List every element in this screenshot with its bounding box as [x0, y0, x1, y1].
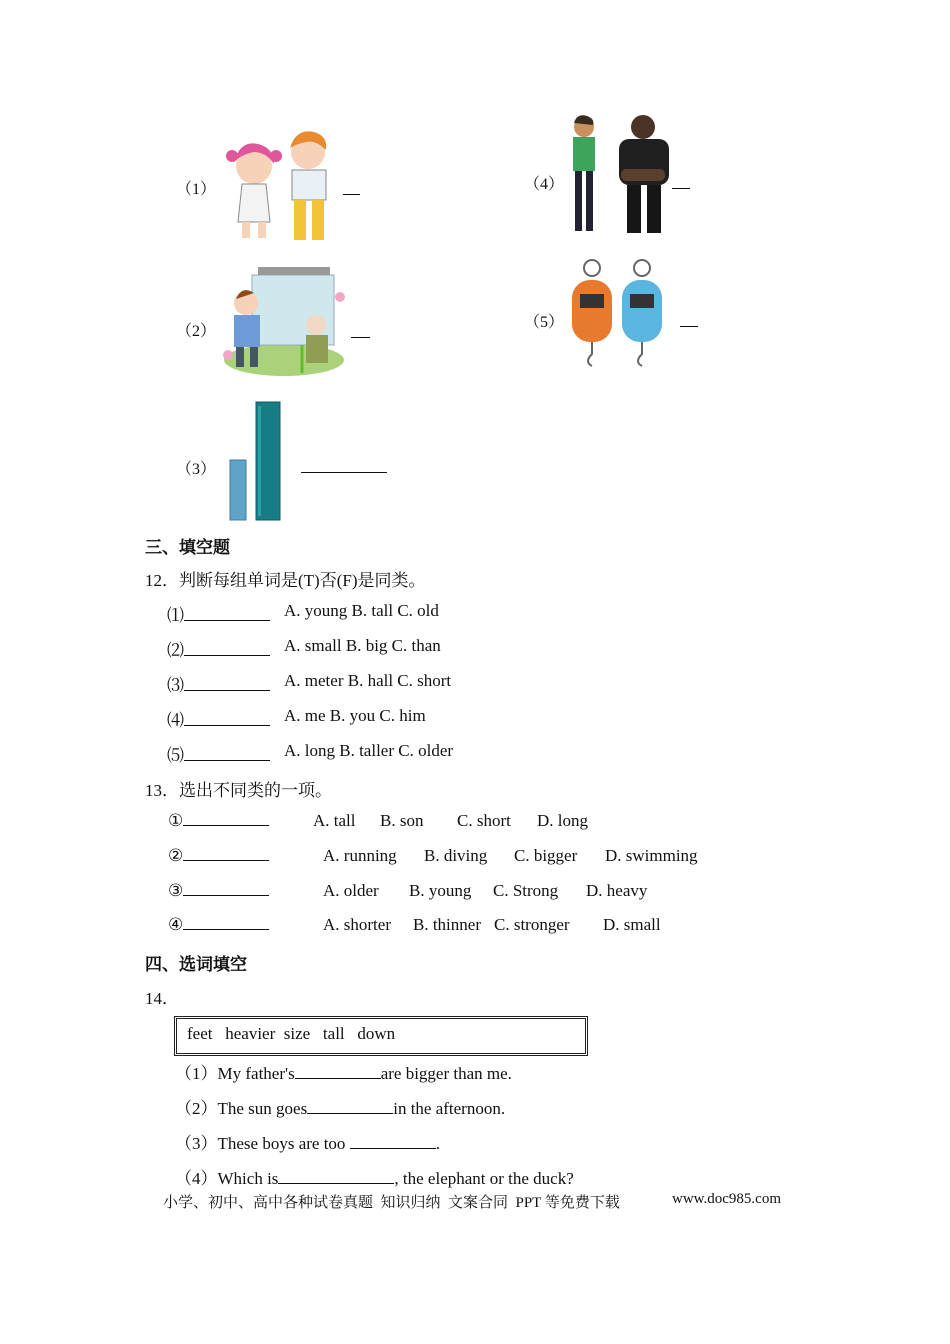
- answer-blank[interactable]: [351, 323, 370, 338]
- option-a: A. older: [323, 881, 379, 900]
- sentence-text: （2）The sun goes: [175, 1099, 308, 1118]
- short-and-tall-rulers-image: [224, 398, 286, 522]
- word-bank: feet heavier size tall down: [187, 1024, 396, 1043]
- question-14-number: 14．: [145, 989, 179, 1008]
- answer-blank[interactable]: [183, 846, 269, 861]
- item-options: A. long B. taller C. older: [284, 741, 454, 760]
- item-number: ⑸: [167, 746, 184, 765]
- sentence-text: , the elephant or the duck?: [394, 1169, 574, 1188]
- sentence-text: （1）My father's: [175, 1064, 295, 1083]
- option-c: C. stronger: [494, 915, 570, 934]
- fill-sentence-2: [175, 1094, 505, 1119]
- option-a: A. shorter: [323, 915, 391, 934]
- answer-blank[interactable]: [680, 312, 698, 327]
- fill-sentence-3: [175, 1129, 440, 1154]
- list-item: [168, 811, 269, 831]
- answer-blank[interactable]: [350, 1134, 436, 1149]
- man-and-elder-image: [218, 265, 350, 380]
- list-item: [167, 671, 270, 696]
- fill-sentence-4: [175, 1164, 574, 1189]
- option-b: B. diving: [424, 846, 488, 865]
- option-d: D. long: [537, 811, 588, 830]
- answer-blank[interactable]: [183, 811, 269, 826]
- item-number: ⑵: [167, 641, 184, 660]
- answer-blank[interactable]: [184, 676, 270, 691]
- answer-blank[interactable]: [301, 458, 387, 473]
- footer-url[interactable]: www.doc985.com: [672, 1191, 782, 1207]
- item-options: A. me B. you C. him: [284, 706, 426, 725]
- sentence-text: .: [435, 1134, 440, 1153]
- option-d: D. small: [603, 915, 661, 934]
- picture-label: （3）: [176, 461, 217, 478]
- list-item: [168, 915, 269, 935]
- sentence-text: are bigger than me.: [380, 1064, 512, 1083]
- girl-and-boy-image: [218, 118, 346, 246]
- item-number: ④: [168, 915, 184, 934]
- thin-and-strong-men-image: [567, 113, 677, 237]
- word-bank-box: [174, 1016, 588, 1056]
- item-number: ③: [168, 881, 184, 900]
- picture-label: （5）: [524, 314, 565, 331]
- answer-blank[interactable]: [184, 641, 270, 656]
- answer-blank[interactable]: [184, 606, 270, 621]
- list-item: [168, 881, 269, 901]
- answer-blank[interactable]: [183, 881, 269, 896]
- answer-blank[interactable]: [278, 1169, 394, 1184]
- question-12-stem: 12．判断每组单词是(T)否(F)是同类。: [145, 571, 426, 590]
- item-number: ①: [168, 811, 184, 830]
- item-number: ⑴: [167, 606, 184, 625]
- list-item: [167, 636, 270, 661]
- section-heading: 四、选词填空: [145, 955, 247, 975]
- item-options: A. meter B. hall C. short: [284, 671, 452, 690]
- list-item: [167, 706, 270, 731]
- answer-blank[interactable]: [672, 174, 690, 189]
- option-c: C. short: [457, 811, 511, 830]
- answer-blank[interactable]: [295, 1064, 381, 1079]
- option-b: B. young: [409, 881, 472, 900]
- item-number: ⑷: [167, 711, 184, 730]
- question-13-stem: 13．选出不同类的一项。: [145, 781, 332, 800]
- picture-label: （4）: [524, 176, 565, 193]
- section-heading: 三、填空题: [145, 538, 230, 558]
- answer-blank[interactable]: [184, 746, 270, 761]
- sentence-text: in the afternoon.: [393, 1099, 506, 1118]
- footer-text: 小学、初中、高中各种试卷真题 知识归纳 文案合同 PPT 等免费下载: [163, 1195, 620, 1211]
- item-number: ②: [168, 846, 184, 865]
- answer-blank[interactable]: [184, 711, 270, 726]
- option-a: A. tall: [313, 811, 356, 830]
- option-d: D. heavy: [586, 881, 648, 900]
- answer-blank[interactable]: [307, 1099, 393, 1114]
- two-luggage-scales-image: [564, 254, 676, 372]
- option-c: C. bigger: [514, 846, 578, 865]
- sentence-text: （4）Which is: [175, 1169, 279, 1188]
- option-b: B. thinner: [413, 915, 481, 934]
- picture-label: （1）: [176, 181, 217, 198]
- picture-label: （2）: [176, 323, 217, 340]
- option-a: A. running: [323, 846, 397, 865]
- list-item: [167, 601, 270, 626]
- item-number: ⑶: [167, 676, 184, 695]
- option-c: C. Strong: [493, 881, 559, 900]
- answer-blank[interactable]: [343, 180, 360, 195]
- list-item: [168, 846, 269, 866]
- option-d: D. swimming: [605, 846, 698, 865]
- fill-sentence-1: [175, 1059, 512, 1084]
- item-options: A. small B. big C. than: [284, 636, 441, 655]
- option-b: B. son: [380, 811, 424, 830]
- list-item: [167, 741, 270, 766]
- answer-blank[interactable]: [183, 915, 269, 930]
- item-options: A. young B. tall C. old: [284, 601, 439, 620]
- sentence-text: （3）These boys are too: [175, 1134, 350, 1153]
